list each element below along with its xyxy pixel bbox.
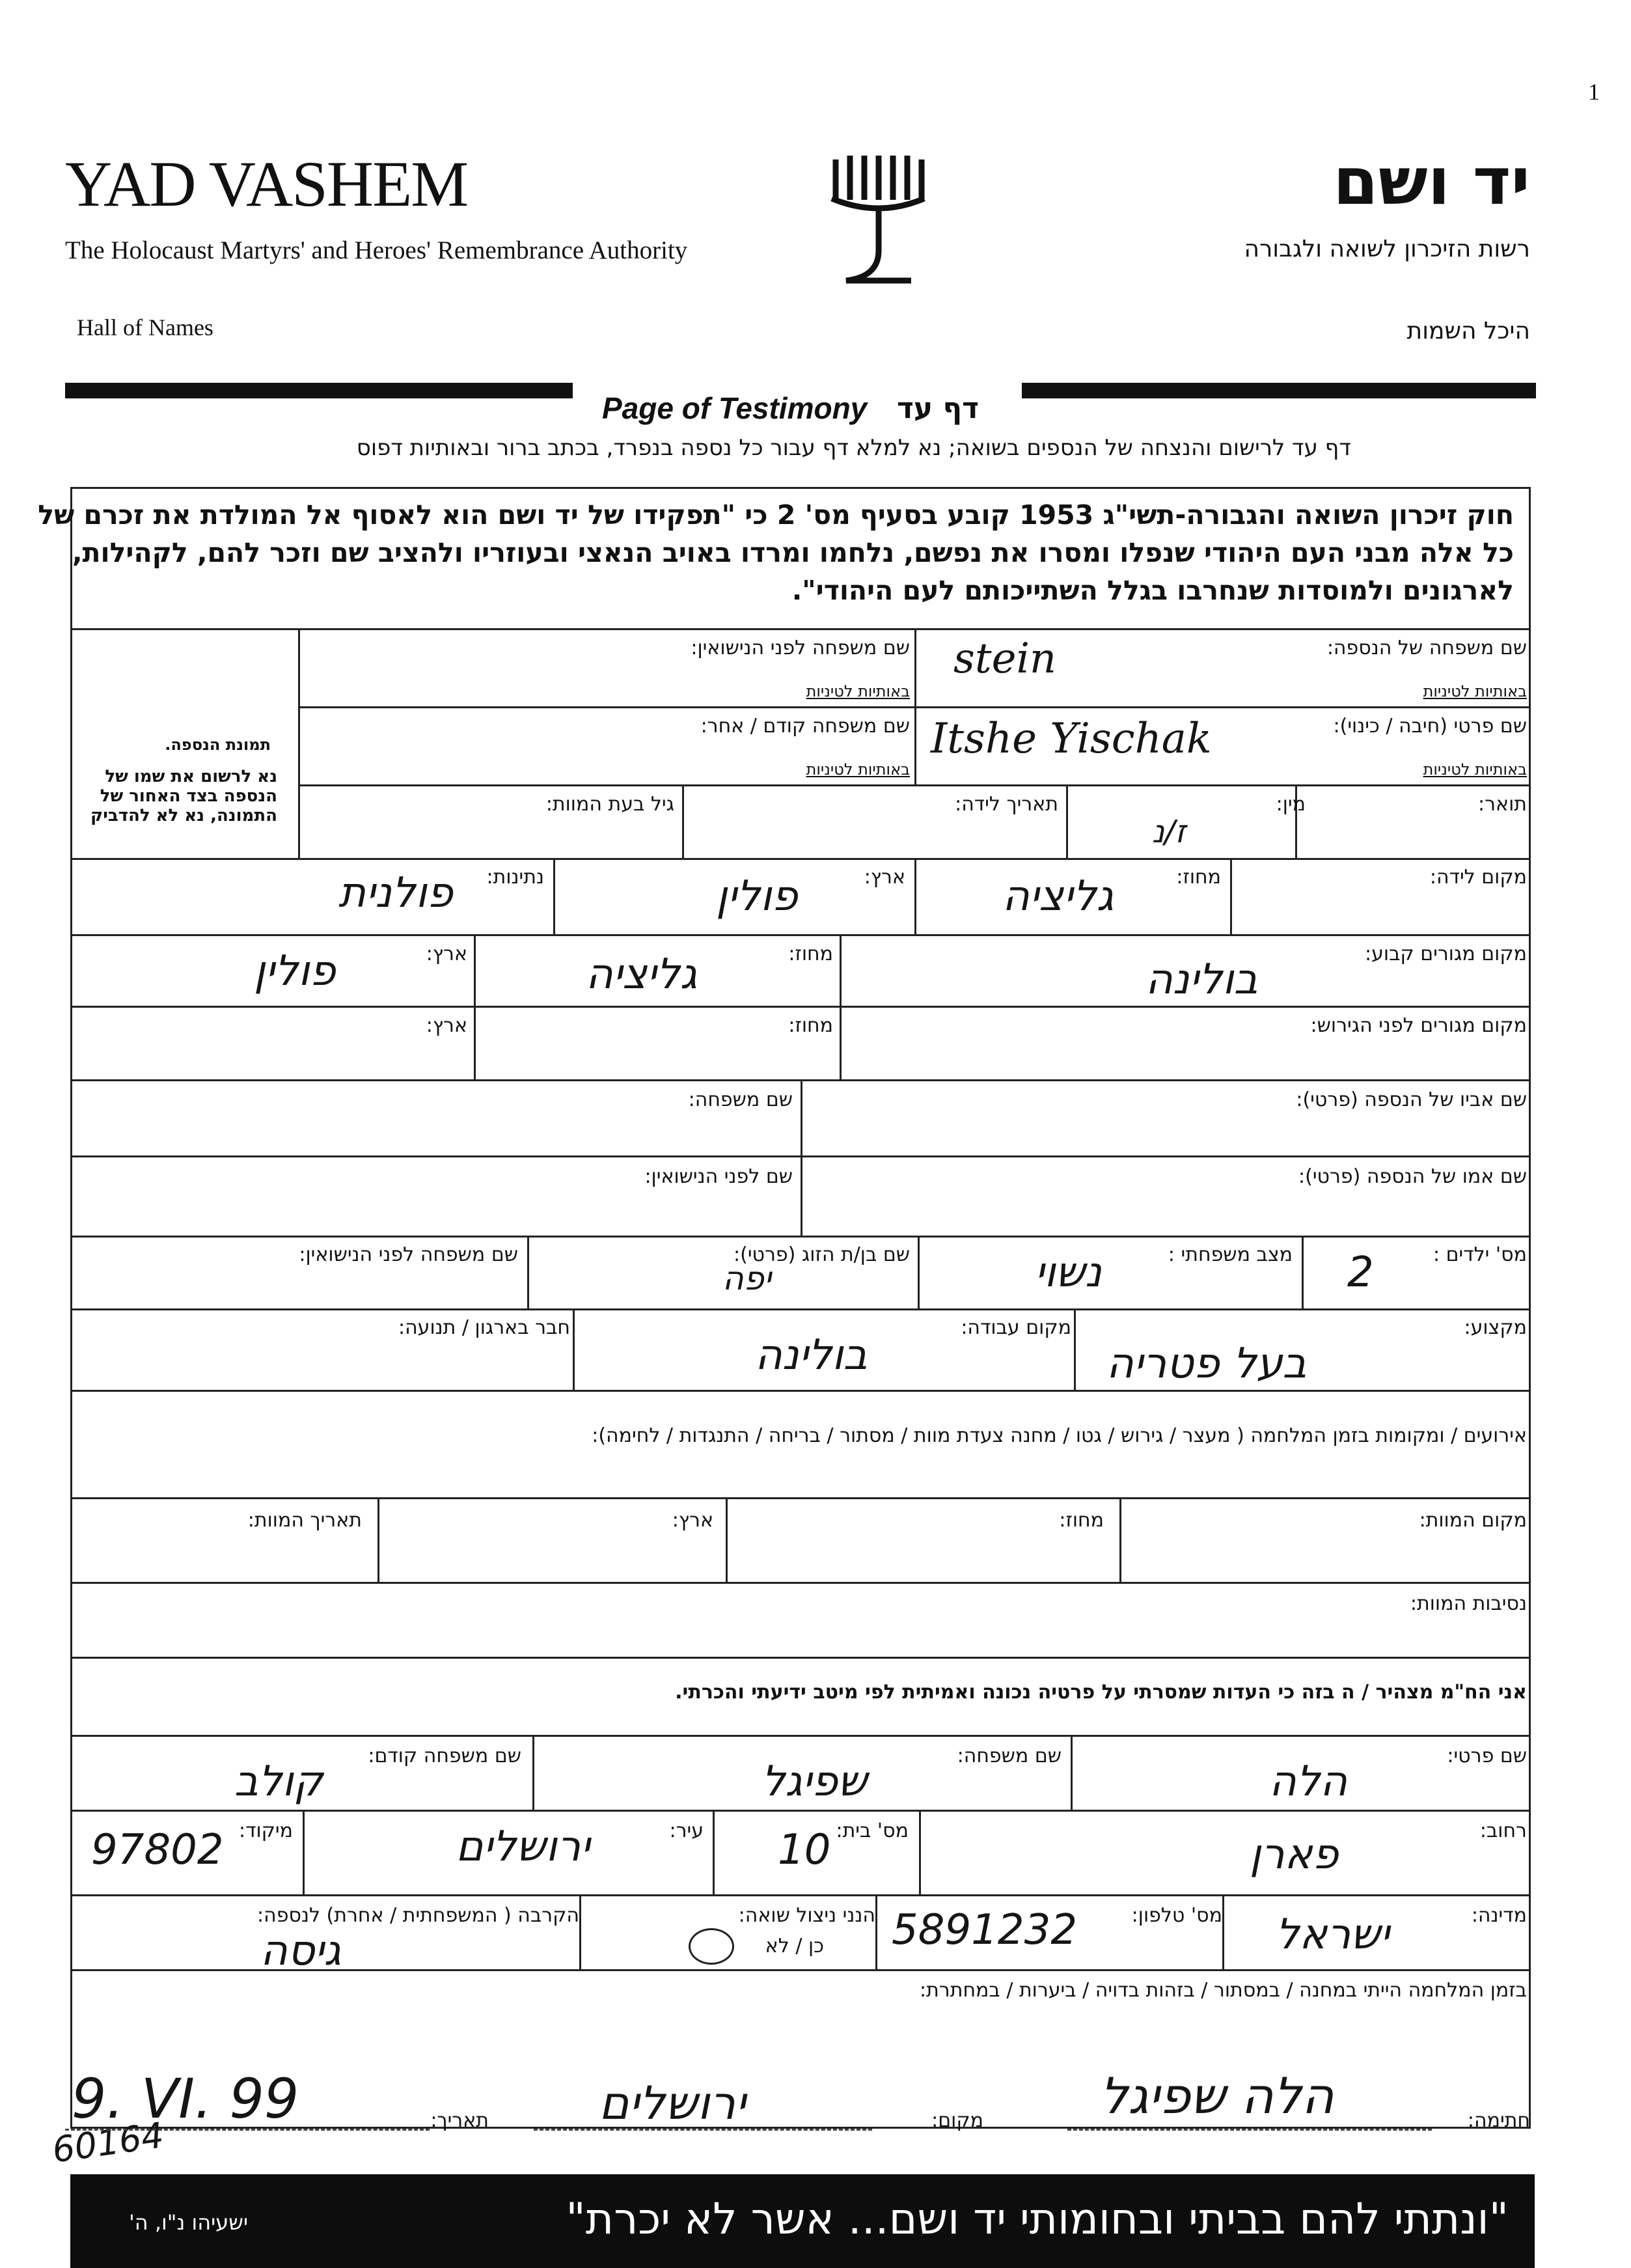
hall-of-names-en: Hall of Names — [77, 314, 213, 340]
value-submitter-surname: שפיגל — [761, 1758, 868, 1806]
yad-vashem-logo — [827, 153, 931, 290]
label-death-date: תאריך המוות: — [247, 1509, 362, 1532]
label-relationship: הקרבה ( המשפחתית / אחרת) לנספה: — [257, 1904, 579, 1927]
instructions: דף עד לרישום והנצחה של הנספים בשואה; נא למלא דף עבור כל נספה בנפרד, בכתב ברור ובאותיות דפוס — [356, 435, 1351, 461]
label-marital-status: מצב משפחתי : — [1168, 1243, 1293, 1266]
label-survivor: הנני ניצול שואה: — [738, 1904, 875, 1927]
col-line — [573, 1308, 575, 1390]
label-wartime-status: בזמן המלחמה הייתי במחנה / במסתור / בזהות בדויה / ביערות / במחתרת: — [919, 1979, 1527, 2002]
law-line-2: כל אלה מבני העם היהודי שנפלו ומסרו את נפשם, נלחמו ומרדו באויב הנאצי ובעוזריו ולהציב שם וזכר להם, לקהילות, — [72, 537, 1514, 568]
col-line — [532, 1735, 534, 1810]
label-birth-place: מקום לידה: — [1429, 866, 1527, 889]
label-street: רחוב: — [1479, 1819, 1527, 1842]
label-title: תואר: — [1478, 793, 1527, 816]
value-sign-date: 9. VI. 99 — [72, 2067, 299, 2131]
date-line — [65, 2129, 430, 2131]
label-state: מדינה: — [1471, 1904, 1527, 1927]
col-line — [303, 1810, 305, 1894]
value-file-number: 60164 — [49, 2114, 167, 2171]
declaration: אני הח"מ מצהיר / ה בזה כי העדות שמסרתי על פרטיה נכונה ואמיתית לפי מיטב ידיעתי והכרתי. — [675, 1681, 1527, 1704]
footer-band — [70, 2174, 1535, 2268]
row-line — [72, 858, 1529, 860]
col-line — [713, 1810, 715, 1894]
value-birth-country: פולין — [716, 872, 798, 920]
value-gender: ז/נ — [1152, 814, 1186, 850]
label-country: ארץ: — [864, 866, 905, 889]
row-line — [72, 1810, 1529, 1812]
col-line — [1071, 1735, 1073, 1810]
law-line-3: לארגונים ולמוסדות שנחרבו בגלל השתייכותם לעם היהודי". — [791, 575, 1514, 606]
value-num-children: 2 — [1347, 1249, 1374, 1297]
value-phone: 5891232 — [892, 1906, 1078, 1954]
photo-box-title: תמונת הנספה. — [165, 736, 271, 754]
value-profession: בעל פטריה — [1106, 1340, 1307, 1388]
col-line — [1119, 1497, 1121, 1582]
col-line — [726, 1497, 728, 1582]
label-latin: באותיות לטיניות — [1423, 760, 1527, 779]
label-gender: מין: — [1276, 793, 1306, 816]
label-latin: באותיות לטיניות — [806, 760, 910, 779]
value-street: פארן — [1250, 1831, 1339, 1879]
col-line — [1222, 1894, 1224, 1969]
label-place: מקום: — [931, 2109, 983, 2132]
label-country: ארץ: — [672, 1509, 713, 1532]
label-prev-surname: שם משפחה קודם / אחר: — [700, 715, 910, 738]
label-organization: חבר בארגון / תנועה: — [398, 1316, 570, 1339]
value-birth-district: גליציה — [1002, 872, 1114, 920]
label-spouse-maiden: שם משפחה לפני הנישואין: — [299, 1243, 518, 1266]
hall-of-names-he: היכל השמות — [1406, 318, 1530, 344]
label-spouse-name: שם בן/ת הזוג (פרטי): — [733, 1243, 910, 1266]
label-victim-surname: שם משפחה של הנספה: — [1326, 637, 1527, 659]
row-line — [72, 1657, 1529, 1659]
place-line — [534, 2129, 872, 2131]
label-death-circumstances: נסיבות המוות: — [1410, 1592, 1527, 1615]
row-line — [299, 784, 1529, 786]
label-age-at-death: גיל בעת המוות: — [545, 793, 674, 816]
col-line — [377, 1497, 379, 1582]
row-line — [72, 1006, 1529, 1008]
label-num-children: מס' ילדים : — [1432, 1243, 1527, 1266]
org-name-he: יד ושם — [1333, 143, 1530, 219]
authority-name-en: The Holocaust Martyrs' and Heroes' Remembrance Authority — [65, 236, 688, 264]
label-date: תאריך: — [430, 2109, 489, 2132]
value-residence-country: פולין — [254, 947, 336, 995]
value-marital-status: נשוי — [1035, 1249, 1102, 1297]
label-district: מחוז: — [1059, 1509, 1104, 1532]
label-signature: חתימה: — [1467, 2109, 1530, 2132]
col-line — [914, 858, 916, 934]
value-sign-place: ירושלים — [599, 2077, 746, 2130]
label-maiden-name: שם משפחה לפני הנישואין: — [691, 637, 910, 659]
label-district: מחוז: — [788, 1014, 833, 1037]
row-line — [72, 1308, 1529, 1310]
label-zip: מיקוד: — [238, 1819, 293, 1842]
label-nationality: נתינות: — [486, 866, 544, 889]
title-bar-left — [65, 383, 573, 398]
corner-mark: 1 — [1588, 79, 1600, 105]
col-line — [1066, 784, 1068, 858]
law-line-1: חוק זיכרון השואה והגבורה-תשי"ג 1953 קובע בסעיף מס' 2 כי "תפקידו של יד ושם הוא לאסוף אל המולדת את זכרם של — [38, 499, 1514, 531]
row-line — [72, 1894, 1529, 1896]
label-latin: באותיות לטיניות — [806, 682, 910, 700]
row-line — [72, 628, 1529, 630]
label-phone: מס' טלפון: — [1131, 1904, 1222, 1927]
value-residence-city: בולינה — [1145, 956, 1258, 1004]
col-line — [1074, 1308, 1076, 1390]
value-house-number: 10 — [778, 1826, 831, 1874]
col-line — [474, 934, 476, 1079]
law-text — [38, 496, 1514, 609]
label-wartime-events: אירועים / ומקומות בזמן המלחמה ( מעצר / גירוש / גטו / מחנה צעדת מוות / מסתור / בריחה / התנגדות / לחימה): — [592, 1424, 1527, 1447]
label-house-number: מס' בית: — [836, 1819, 909, 1842]
row-line — [72, 1236, 1529, 1238]
footer-quote: "ונתתי להם בביתי ובחומותי יד ושם... אשר לא יכרת" — [566, 2194, 1509, 2244]
col-line — [1302, 1236, 1304, 1308]
value-submitter-prev-surname: קולב — [234, 1758, 323, 1806]
photo-box-instructions — [90, 767, 277, 825]
label-country: ארץ: — [426, 943, 467, 965]
label-workplace: מקום עבודה: — [961, 1316, 1071, 1339]
value-zip: 97802 — [91, 1826, 224, 1874]
survivor-options: כן / לא — [765, 1935, 824, 1957]
value-submitter-first: הלה — [1269, 1758, 1347, 1806]
value-nationality: פולנית — [338, 869, 453, 917]
col-line — [914, 628, 916, 784]
value-state: ישראל — [1276, 1911, 1390, 1959]
value-spouse-name: יפה — [722, 1260, 772, 1297]
page-title-en: Page of Testimony — [602, 391, 868, 425]
label-mother-name: שם אמו של הנספה (פרטי): — [1298, 1165, 1527, 1188]
photo-box-line: הנספה בצד האחור של — [100, 786, 277, 806]
signature-line — [1067, 2129, 1432, 2131]
value-workplace: בולינה — [755, 1331, 868, 1379]
label-submitter-prev-surname: שם משפחה קודם: — [368, 1745, 521, 1767]
label-birth-date: תאריך לידה: — [955, 793, 1058, 816]
col-line — [1230, 858, 1232, 934]
value-first-name: Itshe Yischak — [931, 715, 1212, 763]
photo-box-line: התמונה, נא לא להדביק — [90, 806, 277, 825]
label-submitter-surname: שם משפחה: — [957, 1745, 1062, 1767]
row-line — [72, 1735, 1529, 1737]
value-victim-surname: stein — [953, 635, 1057, 683]
label-submitter-first: שם פרטי: — [1447, 1745, 1527, 1767]
row-line — [72, 1497, 1529, 1499]
label-city: עיר: — [669, 1819, 704, 1842]
label-father-name: שם אביו של הנספה (פרטי): — [1296, 1088, 1527, 1111]
col-line — [682, 784, 684, 858]
label-district: מחוז: — [1176, 866, 1221, 889]
label-permanent-residence: מקום מגורים קבוע: — [1365, 943, 1527, 965]
col-line — [298, 628, 300, 858]
label-family-name: שם משפחה: — [688, 1088, 793, 1111]
col-line — [919, 1810, 921, 1894]
label-before-marriage: שם לפני הנישואין: — [644, 1165, 793, 1188]
label-country: ארץ: — [426, 1014, 467, 1037]
col-line — [840, 934, 842, 1079]
label-residence-before-deport: מקום מגורים לפני הגירוש: — [1310, 1014, 1527, 1037]
survivor-circle — [689, 1928, 734, 1965]
page-title-he: דף עד — [897, 392, 980, 425]
row-line — [72, 1390, 1529, 1392]
value-relationship: גיסה — [260, 1927, 342, 1975]
label-first-name: שם פרטי (חיבה / כינוי): — [1333, 715, 1527, 738]
title-bar-right — [1022, 383, 1536, 398]
org-name-en: YAD VASHEM — [65, 148, 468, 220]
authority-name-he: רשות הזיכרון לשואה ולגבורה — [1244, 236, 1530, 262]
col-line — [801, 1079, 802, 1236]
value-residence-district: גליציה — [586, 950, 698, 999]
label-death-place: מקום המוות: — [1419, 1509, 1527, 1532]
footer-source: ישעיהו נ"ו, ה' — [129, 2210, 249, 2235]
col-line — [579, 1894, 581, 1969]
value-signature: הלה שפיגל — [1100, 2067, 1334, 2125]
col-line — [875, 1894, 877, 1969]
label-latin: באותיות לטיניות — [1423, 682, 1527, 700]
row-line — [72, 934, 1529, 936]
row-line — [72, 1582, 1529, 1584]
col-line — [918, 1236, 920, 1308]
col-line — [527, 1236, 529, 1308]
photo-box-line: נא לרשום את שמו של — [105, 767, 277, 786]
label-profession: מקצוע: — [1464, 1316, 1527, 1339]
value-city: ירושלים — [456, 1823, 590, 1871]
label-district: מחוז: — [788, 943, 833, 965]
col-line — [553, 858, 555, 934]
